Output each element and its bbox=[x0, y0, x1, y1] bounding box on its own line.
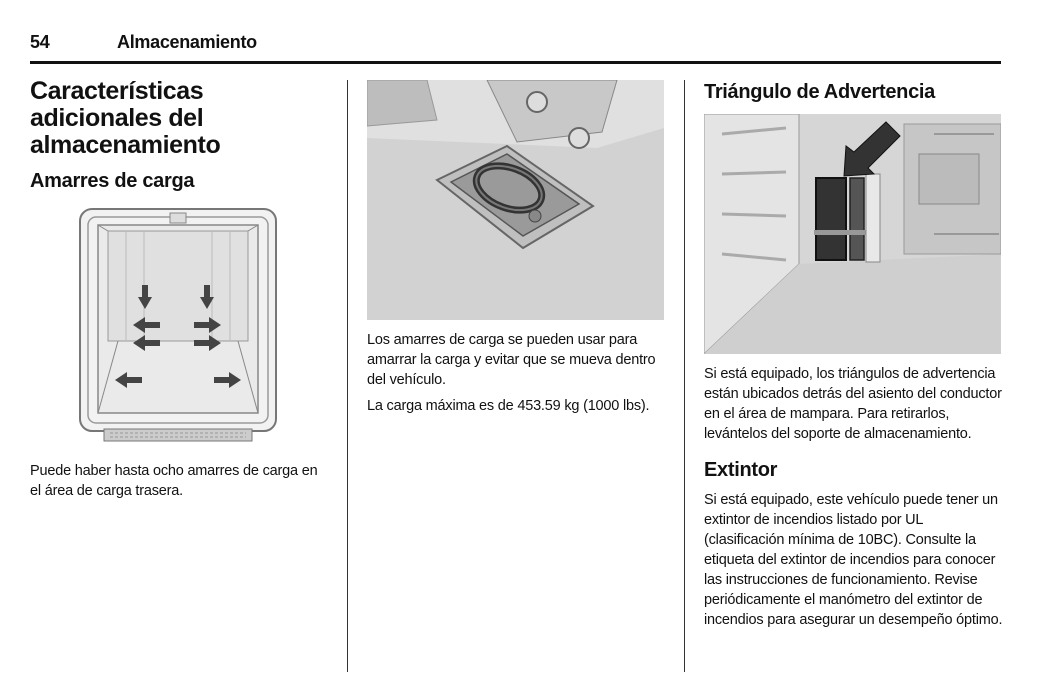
max-load-text: La carga máxima es de 453.59 kg (1000 lbs). bbox=[367, 398, 650, 414]
column-safety-items bbox=[704, 74, 1004, 630]
main-heading: Características adicionales del almacenamiento bbox=[30, 77, 221, 159]
extinguisher-text: Si está equipado, este vehículo puede tener un extintor de incendios listado por UL (clasificación mínima de 10BC). Consulte la etiqueta del extintor de incendios para conocer las instrucciones de funcionamiento. Revise periódicamente el manómetro del extintor de incendios para asegurar un desempeño óptimo. bbox=[704, 492, 1003, 628]
column-divider bbox=[347, 80, 348, 672]
header-divider bbox=[30, 61, 1001, 64]
heading-warning-triangle: Triángulo de Advertencia bbox=[704, 81, 936, 103]
cargo-area-illustration bbox=[78, 205, 278, 445]
tie-down-usage-text: Los amarres de carga se pueden usar para amarrar la carga y evitar que se mueva dentro del vehículo. bbox=[367, 332, 656, 388]
column-tie-down-detail bbox=[367, 74, 667, 416]
warning-triangle-text: Si está equipado, los triángulos de advertencia están ubicados detrás del asiento del conductor en el área de mampara. Para retirarlos, levántelos del soporte de almacenamiento. bbox=[704, 366, 1002, 442]
warning-triangle-location-illustration bbox=[704, 114, 1001, 354]
section-title: Almacenamiento bbox=[117, 32, 257, 52]
tie-down-caption: Puede haber hasta ocho amarres de carga en el área de carga trasera. bbox=[30, 463, 318, 499]
column-storage bbox=[30, 74, 330, 501]
tie-down-closeup-illustration bbox=[367, 80, 664, 320]
column-divider bbox=[684, 80, 685, 672]
heading-extinguisher: Extintor bbox=[704, 459, 778, 481]
subheading-cargo-tie-downs: Amarres de carga bbox=[30, 170, 195, 192]
page-number: 54 bbox=[30, 32, 50, 52]
